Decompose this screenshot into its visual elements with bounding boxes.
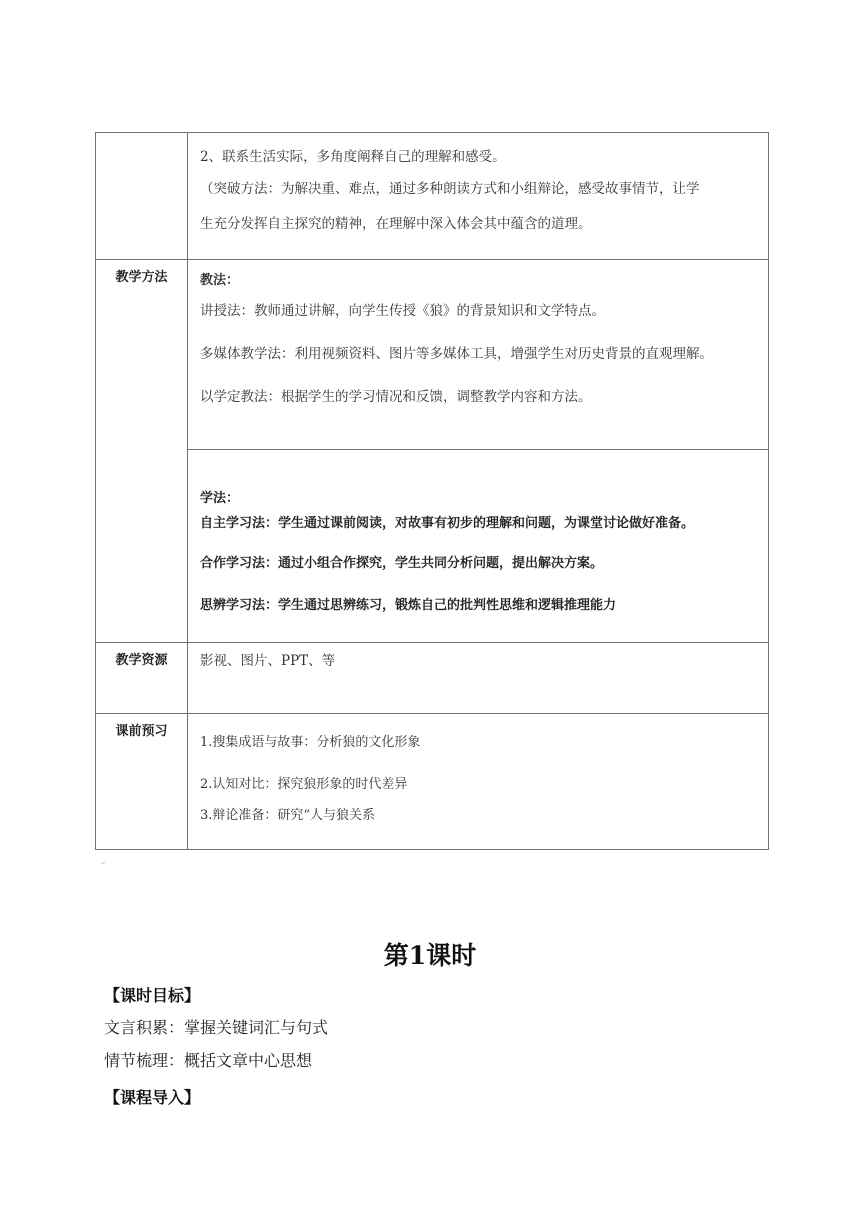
intro-heading: 【课程导入】 — [104, 1088, 201, 1107]
preview-item: 1.搜集成语与故事：分析狼的文化形象 — [200, 735, 421, 750]
preview-item: 2.认知对比：探究狼形象的时代差异 — [200, 777, 408, 792]
teaching-methods-heading: 教法： — [200, 273, 240, 288]
method-line: （突破方法：为解决重、难点，通过多种朗读方式和小组辩论，感受故事情节，让学 — [200, 181, 700, 197]
method-item: 讲授法：教师通过讲解，向学生传授《狼》的背景知识和文学特点。 — [200, 303, 605, 319]
method-item: 以学定教法：根据学生的学习情况和反馈，调整教学内容和方法。 — [200, 389, 592, 405]
learning-methods-heading: 学法： — [200, 491, 240, 506]
lesson-title: 第1课时 — [383, 941, 477, 970]
resources-text: 影视、图片、PPT、等 — [200, 653, 336, 669]
goal-item: 文言积累：掌握关键词汇与句式 — [104, 1018, 329, 1037]
teaching-methods-cell — [188, 260, 769, 450]
preview-cell — [188, 714, 769, 850]
label-text: 教学资源 — [115, 653, 168, 668]
row-label-teaching-methods — [96, 260, 188, 643]
row-label-empty — [96, 133, 188, 260]
label-text: 课前预习 — [115, 724, 168, 739]
resources-cell — [188, 643, 769, 714]
learning-method-item: 自主学习法：学生通过课前阅读，对故事有初步的理解和问题，为课堂讨论做好准备。 — [200, 516, 695, 531]
row-label-resources — [96, 643, 188, 714]
row-label-preview — [96, 714, 188, 850]
paragraph-mark: ↵ — [101, 861, 106, 867]
preview-item: 3.辩论准备：研究“人与狼关系 — [200, 808, 376, 823]
goal-heading: 【课时目标】 — [104, 986, 201, 1005]
difficulty-cell — [188, 133, 769, 260]
method-item: 多媒体教学法：利用视频资料、图片等多媒体工具，增强学生对历史背景的直观理解。 — [200, 346, 713, 362]
learning-method-item: 思辨学习法：学生通过思辨练习，锻炼自己的批判性思维和逻辑推理能力 — [200, 598, 617, 613]
method-line: 生充分发挥自主探究的精神，在理解中深入体会其中蕴含的道理。 — [200, 216, 592, 232]
lesson-plan-table — [95, 132, 769, 850]
goal-line: 2、联系生活实际，多角度阐释自己的理解和感受。 — [200, 149, 506, 165]
label-text: 教学方法 — [115, 270, 168, 285]
table-row — [96, 133, 769, 260]
table-row — [96, 643, 769, 714]
goal-item: 情节梳理：概括文章中心思想 — [104, 1051, 313, 1070]
table-row — [96, 450, 769, 643]
table-row — [96, 260, 769, 450]
table-row — [96, 714, 769, 850]
learning-methods-cell — [188, 450, 769, 643]
learning-method-item: 合作学习法：通过小组合作探究，学生共同分析问题，提出解决方案。 — [200, 556, 604, 571]
